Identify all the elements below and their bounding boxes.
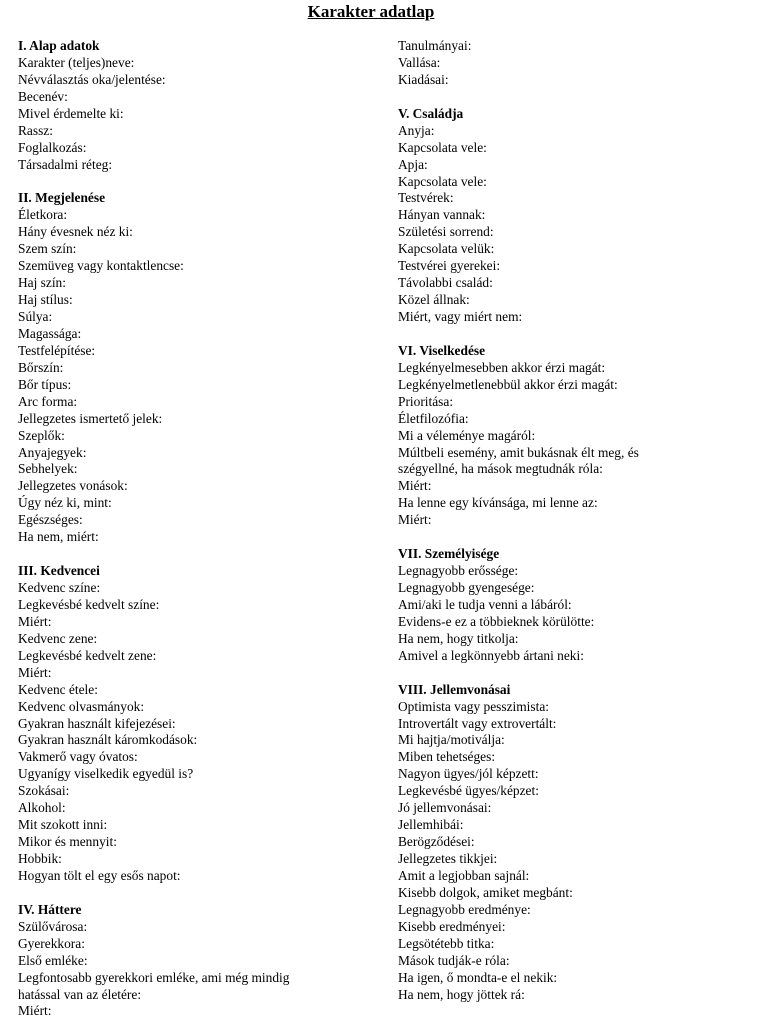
field-label: szégyellné, ha mások megtudnák róla: — [398, 461, 603, 477]
field-label: Becenév: — [18, 88, 68, 104]
field-label: Haj szín: — [18, 275, 66, 291]
field-label: Mit szokott inni: — [18, 817, 108, 833]
field-label: Mi hajtja/motiválja: — [398, 732, 505, 748]
field-label: Súlya: — [18, 309, 53, 324]
field-label: Nagyon ügyes/jól képzett: — [398, 766, 539, 782]
field-label: Vakmerő vagy óvatos: — [18, 749, 138, 765]
field-label: Hobbik: — [18, 851, 62, 866]
field-label: Gyakran használt kifejezései: — [18, 715, 176, 731]
field-label: hatással van az életére: — [18, 986, 142, 1002]
field-label: Szeplők: — [18, 427, 65, 443]
field-label: Jó jellemvonásai: — [398, 800, 492, 816]
field-label: Amit a legjobban sajnál: — [398, 867, 530, 883]
field-label: Miért: — [18, 1003, 52, 1019]
field-label: Kapcsolata velük: — [398, 241, 495, 257]
field-label: Társadalmi réteg: — [18, 156, 113, 172]
field-label: Introvertált vagy extrovertált: — [398, 715, 557, 731]
field-label: Testvérei gyerekei: — [398, 258, 501, 274]
section-spacer — [398, 665, 768, 682]
field-label: Amivel a legkönnyebb ártani neki: — [398, 647, 584, 663]
field-label: Miért: — [18, 664, 52, 680]
field-label: Egészséges: — [18, 512, 83, 528]
field-label: Legnagyobb eredménye: — [398, 901, 531, 917]
field-label: Hányan vannak: — [398, 207, 486, 223]
left-column — [18, 38, 388, 1020]
field-label: Anyja: — [398, 122, 435, 138]
field-label: Gyakran használt káromkodások: — [18, 732, 198, 748]
field-label: Rassz: — [18, 122, 53, 138]
field-label: Magassága: — [18, 325, 82, 341]
section-heading-iv-hattere: IV. Háttere — [18, 901, 82, 917]
field-label: Legkevésbé kedvelt színe: — [18, 596, 160, 612]
field-label: Jellegzetes vonások: — [18, 478, 128, 494]
field-label: Miben tehetséges: — [398, 749, 496, 765]
field-label: Legkényelmetlenebbül akkor érzi magát: — [398, 376, 618, 392]
section-heading-vi-viselkedese: VI. Viselkedése — [398, 342, 486, 358]
field-label: Evidens-e ez a többieknek körülötte: — [398, 613, 595, 629]
field-label: Mi a véleménye magáról: — [398, 427, 536, 443]
field-label: Vallása: — [398, 54, 441, 70]
field-label: Legnagyobb erőssége: — [398, 563, 519, 579]
field-label: Első emléke: — [18, 952, 88, 968]
field-label: Gyerekkora: — [18, 935, 85, 951]
field-label: Szemüveg vagy kontaktlencse: — [18, 258, 184, 274]
field-label: Szem szín: — [18, 241, 77, 257]
field-label: Ugyanígy viselkedik egyedül is? — [18, 766, 194, 782]
field-label: Közel állnak: — [398, 292, 470, 308]
field-label: Miért: — [398, 478, 432, 494]
field-label: Távolabbi család: — [398, 275, 493, 291]
section-spacer — [398, 529, 768, 546]
field-label: Legkényelmesebben akkor érzi magát: — [398, 359, 606, 375]
field-label: Kedvenc olvasmányok: — [18, 698, 145, 714]
field-label: Kedvenc színe: — [18, 580, 101, 595]
field-label: Alkohol: — [18, 800, 66, 816]
field-label: Apja: — [398, 156, 428, 172]
section-spacer — [18, 546, 388, 563]
section-heading-viii-jellemvonasai: VIII. Jellemvonásai — [398, 681, 511, 697]
field-label: Mikor és mennyit: — [18, 834, 117, 850]
section-spacer — [398, 89, 768, 106]
section-spacer — [398, 326, 768, 343]
field-label: Miért: — [18, 613, 52, 629]
right-column — [398, 38, 768, 1003]
field-label: Tanulmányai: — [398, 38, 472, 53]
field-label: Úgy néz ki, mint: — [18, 495, 112, 511]
field-label: Legsötétebb titka: — [398, 935, 495, 951]
field-label: Foglalkozás: — [18, 139, 87, 155]
field-label: Berögződései: — [398, 834, 475, 850]
field-label: Ha nem, hogy jöttek rá: — [398, 986, 525, 1002]
section-heading-iii-kedvencei: III. Kedvencei — [18, 563, 100, 579]
section-heading-v-csaladja: V. Családja — [398, 105, 464, 121]
field-label: Karakter (teljes)neve: — [18, 54, 135, 70]
field-label: Jellemhibái: — [398, 817, 464, 833]
field-label: Kapcsolata vele: — [398, 139, 487, 155]
field-label: Kedvenc zene: — [18, 630, 98, 646]
section-heading-ii-megjelenese: II. Megjelenése — [18, 190, 106, 206]
field-label: Kiadásai: — [398, 71, 449, 87]
section-spacer — [18, 885, 388, 902]
field-label: Legkevésbé ügyes/képzet: — [398, 783, 539, 799]
field-label: Névválasztás oka/jelentése: — [18, 71, 166, 87]
field-label: Miért: — [398, 512, 432, 528]
section-heading-vii-szemelyisege: VII. Személyisége — [398, 546, 500, 562]
field-label: Mivel érdemelte ki: — [18, 105, 124, 121]
field-label: Hány évesnek néz ki: — [18, 224, 133, 240]
field-label: Kisebb eredményei: — [398, 918, 506, 934]
field-label: Testvérek: — [398, 190, 454, 206]
field-label: Optimista vagy pesszimista: — [398, 698, 549, 714]
field-label: Jellegzetes tikkjei: — [398, 851, 498, 866]
field-label: Prioritása: — [398, 393, 454, 409]
field-label: Kisebb dolgok, amiket megbánt: — [398, 884, 573, 900]
field-label: Kapcsolata vele: — [398, 173, 487, 189]
field-label: Legkevésbé kedvelt zene: — [18, 647, 157, 663]
field-label: Jellegzetes ismertető jelek: — [18, 410, 163, 426]
section-spacer — [18, 174, 388, 191]
field-label: Haj stílus: — [18, 292, 73, 308]
field-label: Múltbeli esemény, amit bukásnak élt meg, és — [398, 444, 639, 460]
field-label: Sebhelyek: — [18, 461, 78, 477]
field-label: Miért, vagy miért nem: — [398, 309, 523, 324]
field-label: Legnagyobb gyengesége: — [398, 580, 535, 595]
field-label: Hogyan tölt el egy esős napot: — [18, 867, 181, 883]
field-label: Anyajegyek: — [18, 444, 87, 460]
field-label: Testfelépítése: — [18, 342, 96, 358]
field-label: Életfilozófia: — [398, 410, 469, 426]
field-label: Ha nem, miért: — [18, 529, 99, 545]
field-label: Mások tudják-e róla: — [398, 952, 510, 968]
field-label: Életkora: — [18, 207, 68, 223]
field-label: Kedvenc étele: — [18, 681, 98, 697]
page-title: Karakter adatlap — [307, 2, 435, 21]
field-label: Születési sorrend: — [398, 224, 494, 240]
field-label: Szokásai: — [18, 783, 70, 799]
field-label: Bőrszín: — [18, 359, 64, 375]
field-label: Bőr típus: — [18, 376, 72, 392]
section-heading-i-alap-adatok: I. Alap adatok — [18, 38, 100, 53]
field-label: Ha lenne egy kívánsága, mi lenne az: — [398, 495, 598, 511]
field-label: Ha igen, ő mondta-e el nekik: — [398, 969, 558, 985]
field-label: Legfontosabb gyerekkori emléke, ami még mindig — [18, 969, 290, 985]
field-label: Ami/aki le tudja venni a lábáról: — [398, 596, 572, 612]
field-label: Ha nem, hogy titkolja: — [398, 630, 519, 646]
field-label: Arc forma: — [18, 393, 78, 409]
field-label: Szülővárosa: — [18, 918, 88, 934]
